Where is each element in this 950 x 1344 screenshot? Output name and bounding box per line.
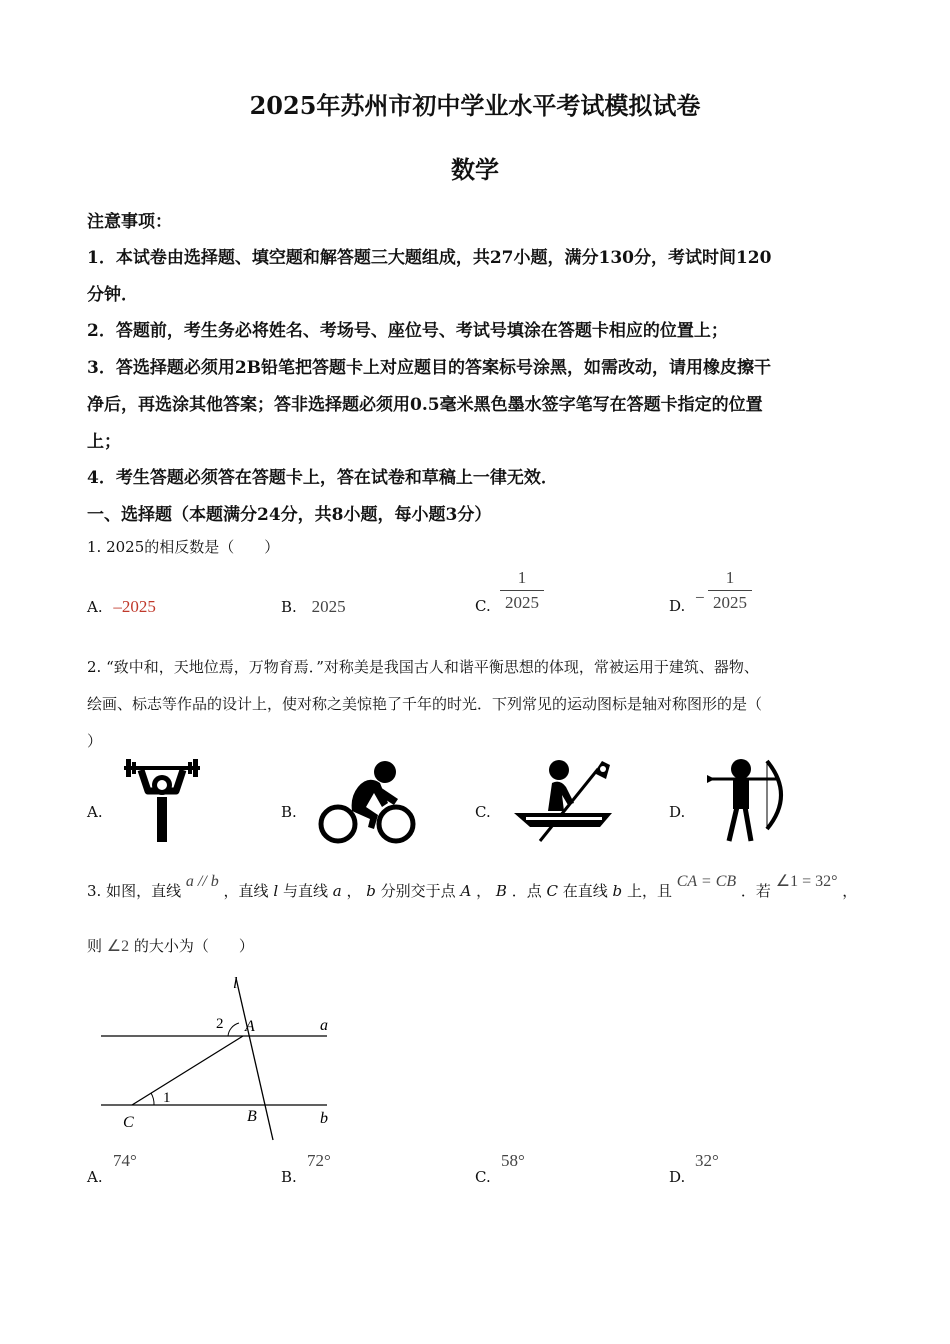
q3-point-a: A <box>460 882 472 900</box>
q3-angle-2: ∠2 <box>106 938 130 955</box>
section-heading: 一、选择题（本题满分24分，共8小题，每小题3分） <box>87 505 492 525</box>
q3-stem-line-2 <box>87 935 254 956</box>
figure-angle-1: 1 <box>163 1090 171 1106</box>
q1-option-a[interactable] <box>87 597 156 617</box>
notice-line-2: 分钟． <box>87 285 138 305</box>
q3-parallel-condition: a // b <box>185 873 219 890</box>
figure-angle-2: 2 <box>216 1016 224 1032</box>
exam-title: 2025年苏州市初中学业水平考试模拟试卷 <box>249 91 701 120</box>
figure-label-b: b <box>320 1110 328 1127</box>
q3-geometry-figure <box>95 968 345 1148</box>
q3-label-a: A. <box>87 1168 103 1186</box>
notice-line-1: 1．本试卷由选择题、填空题和解答题三大题组成，共27小题，满分130分，考试时间120 <box>87 248 772 268</box>
q2-option-b[interactable] <box>281 803 297 821</box>
q3-value-c: 58° <box>501 1151 525 1170</box>
q3-point-b: B <box>495 882 507 900</box>
figure-label-l: l <box>233 975 238 992</box>
rowing-icon <box>512 757 616 847</box>
q3-text: ．若 <box>740 882 771 900</box>
figure-label-a: a <box>320 1017 328 1034</box>
q1-c-denominator: 2025 <box>505 593 539 612</box>
q3-text: ．点 <box>511 882 542 900</box>
q1-d-sign: − <box>695 588 705 607</box>
q3-angle-condition: ∠1 = 32° <box>775 873 838 890</box>
q3-option-b[interactable] <box>281 1168 297 1186</box>
q2-line-1: 2. “致中和，天地位焉，万物育焉．”对称美是我国古人和谐平衡思想的体现，常被运用于建筑、器物、 <box>87 658 759 676</box>
q3-var-a: a <box>332 882 342 900</box>
cycling-icon <box>316 757 418 845</box>
q3-var-b2: b <box>612 882 623 900</box>
q3-text: 分别交于点 <box>380 882 456 900</box>
q3-equal-condition: CA = CB <box>676 873 737 890</box>
q3-option-c[interactable] <box>475 1168 491 1186</box>
q3-var-b: b <box>366 882 376 900</box>
q1-stem: 1. 2025的相反数是（ ） <box>87 538 280 556</box>
weightlifting-icon <box>120 757 204 847</box>
q3-text: 则 <box>87 937 103 955</box>
q1-label-c: C. <box>475 597 491 615</box>
q2-label-c: C. <box>475 803 491 821</box>
q2-line-2: 绘画、标志等作品的设计上，使对称之美惊艳了千年的时光．下列常见的运动图标是轴对称图形的是（ <box>87 695 763 713</box>
q2-label-a: A. <box>87 803 103 821</box>
q1-value-a: –2025 <box>113 597 156 616</box>
q1-label-d: D. <box>669 597 686 615</box>
q3-text: 上，且 <box>626 882 672 900</box>
archery-icon <box>703 757 787 847</box>
q3-text: ， <box>842 882 858 900</box>
q1-option-c[interactable] <box>475 597 491 615</box>
q3-point-c: C <box>546 882 558 900</box>
q3-text: ， <box>476 882 492 900</box>
segment-ca <box>132 1036 243 1105</box>
q2-line-3: ） <box>87 732 103 750</box>
q3-text: ， <box>346 882 362 900</box>
q3-label-b: B. <box>281 1168 297 1186</box>
q3-option-a[interactable] <box>87 1168 103 1186</box>
notice-line-6: 上； <box>87 432 121 452</box>
q2-option-c[interactable] <box>475 803 491 821</box>
q3-var-l: l <box>273 882 279 900</box>
q3-value-b: 72° <box>307 1151 331 1170</box>
figure-point-a: A <box>245 1018 255 1035</box>
q3-text: 与直线 <box>282 882 328 900</box>
q1-c-numerator: 1 <box>517 568 527 587</box>
q1-d-denominator: 2025 <box>713 593 747 612</box>
q2-label-d: D. <box>669 803 686 821</box>
q2-option-a[interactable] <box>87 803 103 821</box>
q3-value-a: 74° <box>113 1151 137 1170</box>
q1-d-numerator: 1 <box>725 568 735 587</box>
angle-1-arc <box>151 1093 154 1105</box>
q3-text: 在直线 <box>562 882 608 900</box>
figure-point-b: B <box>247 1108 257 1125</box>
figure-point-c: C <box>123 1114 134 1131</box>
notice-line-5: 净后，再选涂其他答案；答非选择题必须用0.5毫米黑色墨水签字笔写在答题卡指定的位置 <box>87 395 763 415</box>
q1-fraction-c <box>500 568 544 613</box>
notice-heading: 注意事项： <box>87 212 172 232</box>
q3-label-c: C. <box>475 1168 491 1186</box>
q1-option-d[interactable] <box>669 597 685 615</box>
q3-option-d[interactable] <box>669 1168 685 1186</box>
subject-title: 数学 <box>451 155 499 184</box>
q1-label-a: A. <box>87 598 103 616</box>
q1-value-b: 2025 <box>311 597 346 616</box>
q3-value-d: 32° <box>695 1151 719 1170</box>
q3-stem-line-1 <box>87 873 858 901</box>
fraction-bar <box>708 590 752 591</box>
notice-line-4: 3．答选择题必须用2B铅笔把答题卡上对应题目的答案标号涂黑，如需改动，请用橡皮擦干 <box>87 358 772 378</box>
notice-line-3: 2．答题前，考生务必将姓名、考场号、座位号、考试号填涂在答题卡相应的位置上； <box>87 321 728 341</box>
q3-label-d: D. <box>669 1168 686 1186</box>
q3-text: 的大小为（ ） <box>133 937 254 955</box>
q3-text: ，直线 <box>223 882 269 900</box>
q2-option-d[interactable] <box>669 803 685 821</box>
q1-option-b[interactable] <box>281 597 346 617</box>
q1-label-b: B. <box>281 598 297 616</box>
angle-2-arc <box>228 1023 239 1036</box>
notice-line-7: 4．考生答题必须答在答题卡上，答在试卷和草稿上一律无效． <box>87 468 558 488</box>
q3-text: 3. 如图，直线 <box>87 882 182 900</box>
q1-fraction-d <box>708 568 752 613</box>
q2-label-b: B. <box>281 803 297 821</box>
fraction-bar <box>500 590 544 591</box>
